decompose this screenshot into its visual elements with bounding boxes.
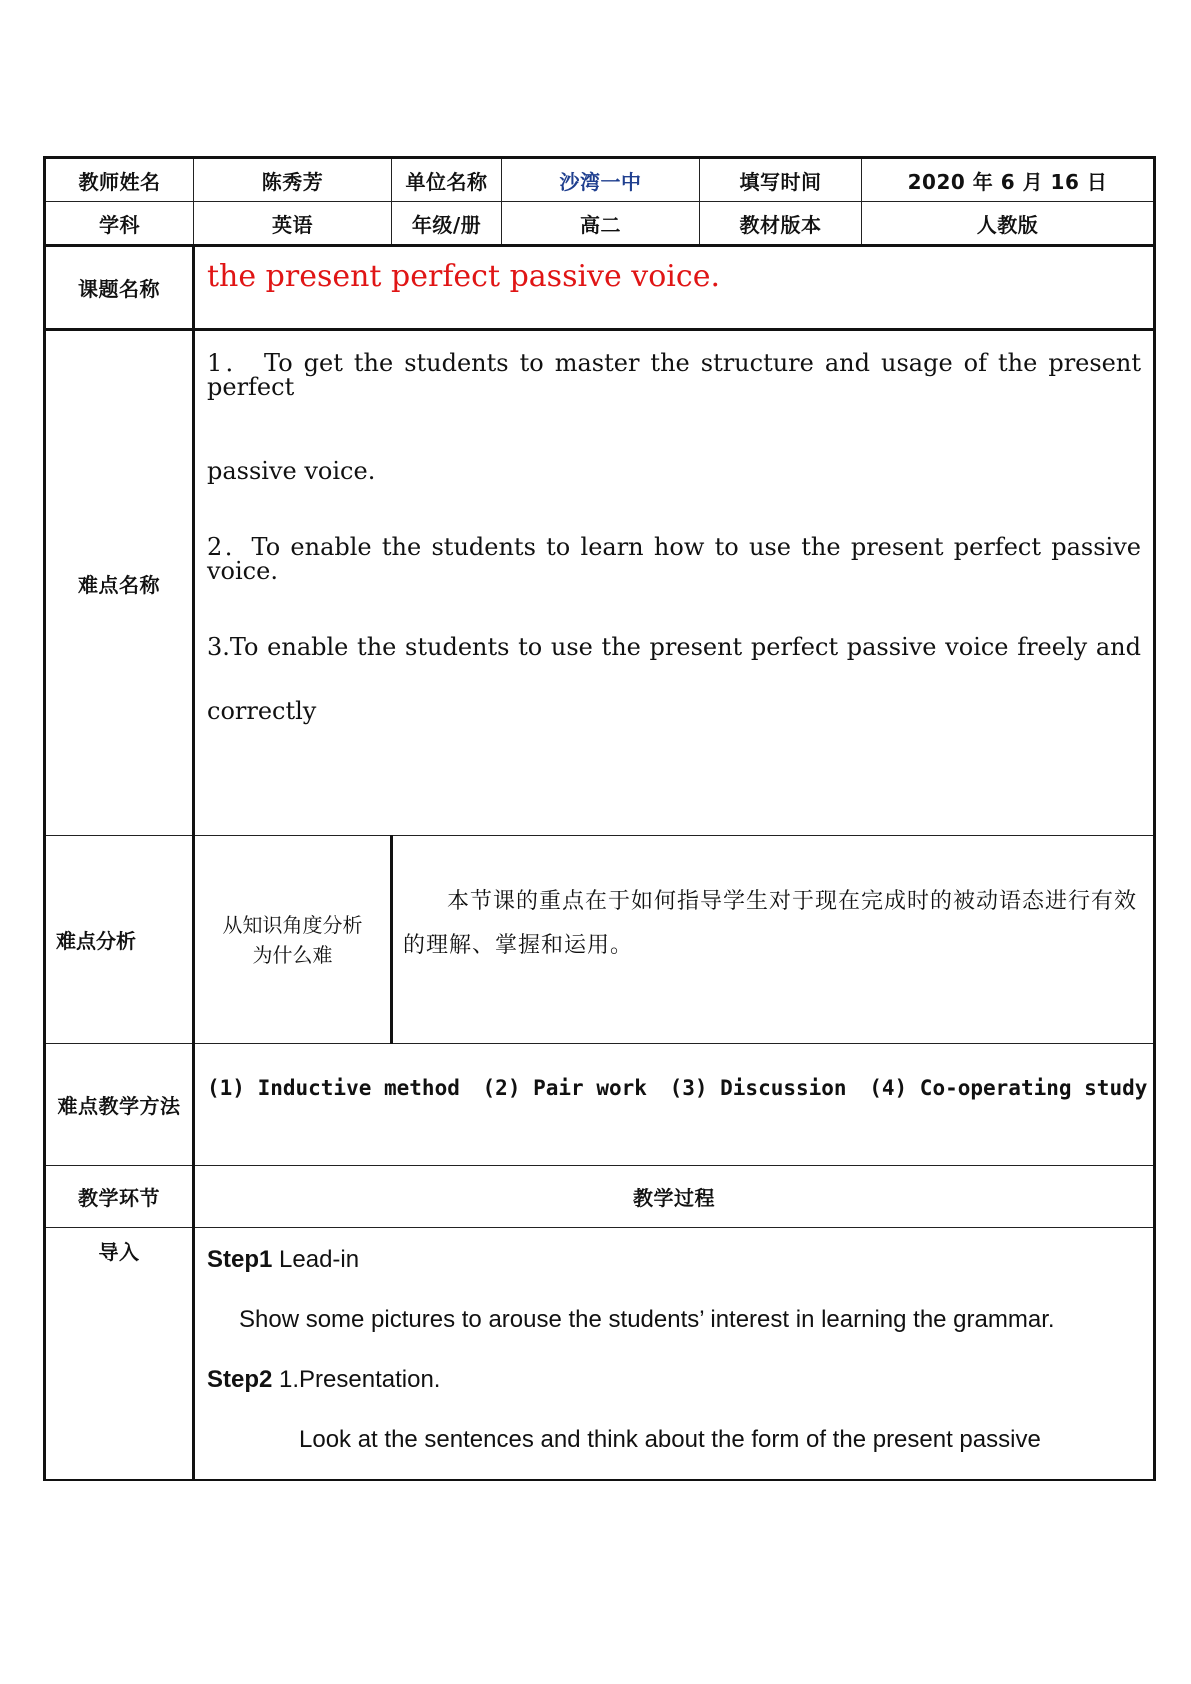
process-column-header: 教学过程	[194, 1166, 1155, 1228]
teacher-name-value: 陈秀芳	[194, 158, 392, 202]
grade-label: 年级/册	[392, 202, 502, 246]
methods-label: 难点教学方法	[45, 1044, 194, 1166]
step1-detail: Show some pictures to arouse the students’ interest in learning the grammar.	[239, 1306, 1055, 1333]
methods-row	[45, 1044, 1155, 1166]
date-label: 填写时间	[700, 158, 862, 202]
step2-detail: Look at the sentences and think about the form of the present passive	[299, 1426, 1041, 1453]
stage-lead-in: 导入	[45, 1228, 194, 1480]
step2-heading	[207, 1368, 1141, 1392]
difficulties-content	[194, 330, 1155, 836]
header-row-1	[45, 158, 1155, 202]
difficulty-2: 2．To enable the students to learn how to use the present perfect passive voice.	[207, 533, 1141, 585]
step1-title: Lead-in	[272, 1246, 360, 1273]
edition-label: 教材版本	[700, 202, 862, 246]
date-value: 2020 年 6 月 16 日	[862, 158, 1155, 202]
difficulties-row	[45, 330, 1155, 836]
analysis-sub-label: 从知识角度分析为什么难	[194, 836, 392, 1044]
topic-label: 课题名称	[45, 246, 194, 330]
step1-label: Step1	[207, 1246, 273, 1273]
method-item: (4) Co-operating study	[869, 1076, 1148, 1100]
subject-value: 英语	[194, 202, 392, 246]
method-item: (1) Inductive method	[207, 1076, 460, 1100]
subject-label: 学科	[45, 202, 194, 246]
difficulty-1-line-2: passive voice.	[207, 457, 376, 485]
analysis-label: 难点分析	[45, 836, 194, 1044]
stage-column-header: 教学环节	[45, 1166, 194, 1228]
process-content	[194, 1228, 1155, 1480]
step2-title: 1.Presentation.	[272, 1366, 441, 1393]
method-item: (2) Pair work	[482, 1076, 647, 1100]
difficulties-label: 难点名称	[45, 330, 194, 836]
topic-value: the present perfect passive voice.	[194, 246, 1155, 330]
lesson-plan-table	[43, 156, 1156, 1481]
difficulty-3-line-2: correctly	[207, 697, 317, 725]
step1-heading	[207, 1248, 1141, 1272]
process-header-row	[45, 1166, 1155, 1228]
process-content-row	[45, 1228, 1155, 1480]
edition-value: 人教版	[862, 202, 1155, 246]
difficulty-1-line-1: 1． To get the students to master the structure and usage of the present perfect	[207, 349, 1141, 401]
analysis-row	[45, 836, 1155, 1044]
topic-row	[45, 246, 1155, 330]
difficulty-3-line-1: 3.To enable the students to use the present perfect passive voice freely and	[207, 633, 1141, 661]
methods-list	[194, 1044, 1155, 1166]
step2-label: Step2	[207, 1366, 273, 1393]
school-value: 沙湾一中	[502, 158, 700, 202]
analysis-text: 本节课的重点在于如何指导学生对于现在完成时的被动语态进行有效的理解、掌握和运用。	[392, 836, 1155, 1044]
teacher-name-label: 教师姓名	[45, 158, 194, 202]
method-item: (3) Discussion	[669, 1076, 847, 1100]
grade-value: 高二	[502, 202, 700, 246]
school-label: 单位名称	[392, 158, 502, 202]
header-row-2	[45, 202, 1155, 246]
